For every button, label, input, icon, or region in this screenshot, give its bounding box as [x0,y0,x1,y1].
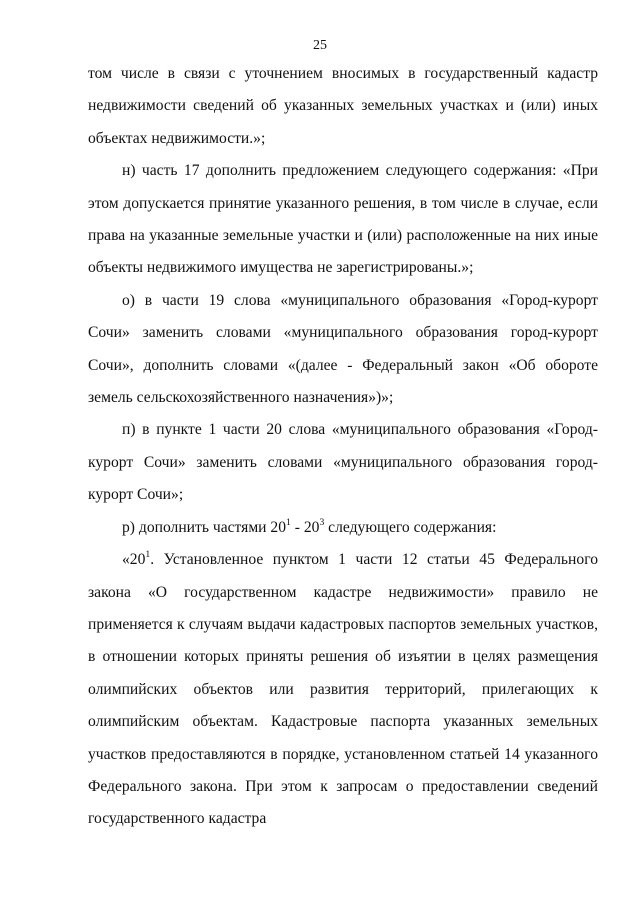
paragraph-20-1-prefix: «20 [122,551,146,569]
paragraph-20-1-superscript: 1 [145,548,151,560]
document-body [88,58,598,836]
paragraph-20-1 [88,544,598,836]
superscript-3: 3 [319,516,325,528]
paragraph-r [88,512,598,544]
paragraph-r-text-2: - 20 [290,518,320,536]
paragraph-r-text-1: р) дополнить частями 20 [122,518,287,536]
paragraph-o: о) в части 19 слова «муниципального образования «Город-курорт Сочи» заменить словами «муниципального образования город-курорт Сочи», дополнить словами «(далее - Федеральный закон «Об обороте земель сельскохозяйственного назначения»)»; [88,291,598,407]
paragraph-20-1-text: . Установленное пунктом 1 части 12 статьи 45 Федерального закона «О государственном кадастре недвижимости» правило не применяется к случаям выдачи кадастровых паспортов земельных участков, в отношении которых приняты решения об изъятии в целях размещения олимпийских объектов или развития территорий, прилегающих к олимпийским объектам. Кадастровые паспорта указанных земельных участков предоставляются в порядке, установленном статьей 14 указанного Федерального закона. При этом к запросам о предоставлении сведений государственного кадастра [88,551,598,828]
paragraph-n: н) часть 17 дополнить предложением следующего содержания: «При этом допускается принятие указанного решения, в том числе в случае, если права на указанные земельные участки и (или) расположенные на них иные объекты недвижимого имущества не зарегистрированы.»; [88,162,598,277]
paragraph-continuation: том числе в связи с уточнением вносимых в государственный кадастр недвижимости сведений об указанных земельных участках и (или) иных объектах недвижимости.»; [88,65,598,147]
superscript-1: 1 [286,516,291,528]
page-number: 25 [313,38,327,53]
paragraph-r-text-3: следующего содержания: [324,518,497,536]
paragraph-p: п) в пункте 1 части 20 слова «муниципального образования «Город-курорт Сочи» заменить словами «муниципального образования город-курорт Сочи»; [88,421,598,504]
